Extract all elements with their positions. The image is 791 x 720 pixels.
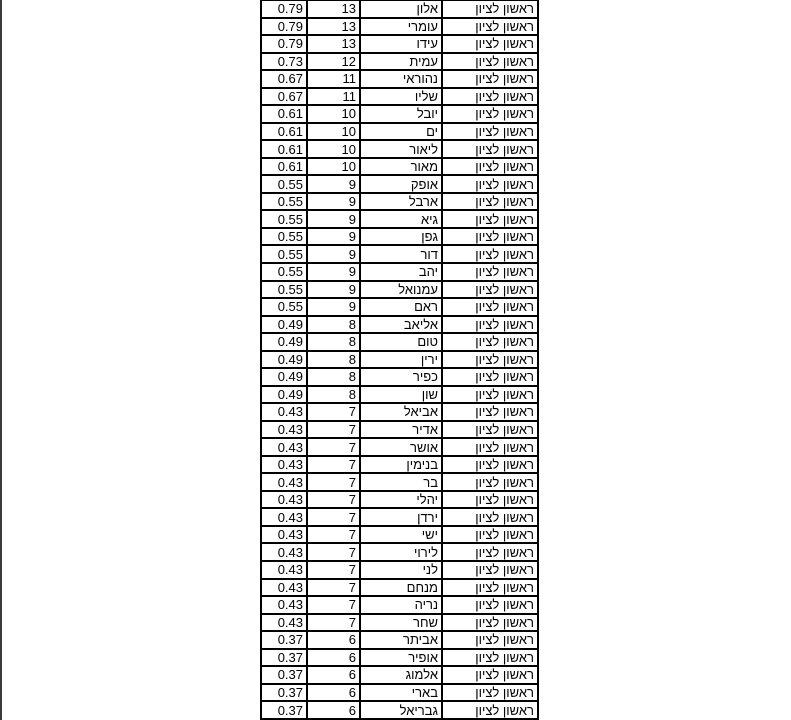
table-row xyxy=(261,140,538,158)
table-row xyxy=(261,88,538,106)
city-cell: ראשון לציון xyxy=(442,88,538,106)
count-cell: 8 xyxy=(307,333,360,351)
value-cell: 0.37 xyxy=(261,631,307,649)
count-cell: 7 xyxy=(307,403,360,421)
city-cell: ראשון לציון xyxy=(442,70,538,88)
value-cell: 0.43 xyxy=(261,456,307,474)
city-cell: ראשון לציון xyxy=(442,351,538,369)
count-cell: 11 xyxy=(307,70,360,88)
name-cell: יהב xyxy=(360,263,442,281)
name-cell: נריה xyxy=(360,596,442,614)
name-cell: ליאור xyxy=(360,140,442,158)
value-cell: 0.61 xyxy=(261,158,307,176)
table-row xyxy=(261,491,538,509)
count-cell: 10 xyxy=(307,123,360,141)
count-cell: 9 xyxy=(307,298,360,316)
table-row xyxy=(261,210,538,228)
value-cell: 0.67 xyxy=(261,88,307,106)
city-cell: ראשון לציון xyxy=(442,263,538,281)
value-cell: 0.43 xyxy=(261,543,307,561)
page-left-edge-line xyxy=(0,0,2,720)
name-cell: אושר xyxy=(360,438,442,456)
count-cell: 6 xyxy=(307,649,360,667)
city-cell: ראשון לציון xyxy=(442,316,538,334)
count-cell: 13 xyxy=(307,0,360,18)
value-cell: 0.49 xyxy=(261,386,307,404)
city-cell: ראשון לציון xyxy=(442,473,538,491)
count-cell: 7 xyxy=(307,596,360,614)
table-row xyxy=(261,403,538,421)
name-cell: ים xyxy=(360,123,442,141)
name-cell: אביאל xyxy=(360,403,442,421)
value-cell: 0.61 xyxy=(261,105,307,123)
name-cell: עמנואל xyxy=(360,281,442,299)
count-cell: 10 xyxy=(307,140,360,158)
value-cell: 0.37 xyxy=(261,684,307,702)
name-cell: אלמוג xyxy=(360,666,442,684)
city-cell: ראשון לציון xyxy=(442,140,538,158)
city-cell: ראשון לציון xyxy=(442,403,538,421)
name-cell: ישי xyxy=(360,526,442,544)
table-row xyxy=(261,543,538,561)
name-cell: ראם xyxy=(360,298,442,316)
count-cell: 6 xyxy=(307,666,360,684)
name-cell: אליאב xyxy=(360,316,442,334)
count-cell: 7 xyxy=(307,526,360,544)
table-row xyxy=(261,421,538,439)
count-cell: 7 xyxy=(307,508,360,526)
city-cell: ראשון לציון xyxy=(442,158,538,176)
table-row xyxy=(261,368,538,386)
value-cell: 0.55 xyxy=(261,245,307,263)
table-row xyxy=(261,473,538,491)
value-cell: 0.55 xyxy=(261,263,307,281)
count-cell: 13 xyxy=(307,18,360,36)
name-cell: טום xyxy=(360,333,442,351)
value-cell: 0.43 xyxy=(261,596,307,614)
table-row xyxy=(261,561,538,579)
name-cell: עומרי xyxy=(360,18,442,36)
table-row xyxy=(261,456,538,474)
name-cell: מנחם xyxy=(360,579,442,597)
table-row xyxy=(261,649,538,667)
count-cell: 7 xyxy=(307,614,360,632)
table-row xyxy=(261,666,538,684)
table-row xyxy=(261,18,538,36)
count-cell: 9 xyxy=(307,228,360,246)
table-row xyxy=(261,526,538,544)
count-cell: 8 xyxy=(307,351,360,369)
table-row xyxy=(261,333,538,351)
city-cell: ראשון לציון xyxy=(442,0,538,18)
name-cell: ירין xyxy=(360,351,442,369)
value-cell: 0.49 xyxy=(261,316,307,334)
city-cell: ראשון לציון xyxy=(442,298,538,316)
name-cell: בנימין xyxy=(360,456,442,474)
value-cell: 0.37 xyxy=(261,649,307,667)
value-cell: 0.49 xyxy=(261,333,307,351)
name-cell: עידו xyxy=(360,35,442,53)
city-cell: ראשון לציון xyxy=(442,421,538,439)
value-cell: 0.73 xyxy=(261,53,307,71)
count-cell: 8 xyxy=(307,386,360,404)
count-cell: 7 xyxy=(307,491,360,509)
name-cell: אביתר xyxy=(360,631,442,649)
name-cell: שליו xyxy=(360,88,442,106)
table-row xyxy=(261,438,538,456)
count-cell: 6 xyxy=(307,684,360,702)
city-cell: ראשון לציון xyxy=(442,123,538,141)
table-row xyxy=(261,193,538,211)
city-cell: ראשון לציון xyxy=(442,596,538,614)
value-cell: 0.55 xyxy=(261,175,307,193)
value-cell: 0.55 xyxy=(261,298,307,316)
city-cell: ראשון לציון xyxy=(442,438,538,456)
value-cell: 0.61 xyxy=(261,140,307,158)
table-row xyxy=(261,53,538,71)
value-cell: 0.43 xyxy=(261,561,307,579)
name-cell: בר xyxy=(360,473,442,491)
value-cell: 0.43 xyxy=(261,491,307,509)
count-cell: 7 xyxy=(307,543,360,561)
value-cell: 0.61 xyxy=(261,123,307,141)
value-cell: 0.55 xyxy=(261,193,307,211)
table-row xyxy=(261,386,538,404)
table-row xyxy=(261,614,538,632)
city-cell: ראשון לציון xyxy=(442,631,538,649)
city-cell: ראשון לציון xyxy=(442,245,538,263)
name-cell: לני xyxy=(360,561,442,579)
value-cell: 0.37 xyxy=(261,701,307,719)
count-cell: 6 xyxy=(307,701,360,719)
table-row xyxy=(261,228,538,246)
table-row xyxy=(261,579,538,597)
name-cell: אופק xyxy=(360,175,442,193)
table-row xyxy=(261,281,538,299)
table-row xyxy=(261,123,538,141)
value-cell: 0.43 xyxy=(261,526,307,544)
city-cell: ראשון לציון xyxy=(442,210,538,228)
city-cell: ראשון לציון xyxy=(442,105,538,123)
count-cell: 7 xyxy=(307,456,360,474)
count-cell: 7 xyxy=(307,438,360,456)
table-row xyxy=(261,631,538,649)
count-cell: 9 xyxy=(307,245,360,263)
name-cell: ארבל xyxy=(360,193,442,211)
value-cell: 0.49 xyxy=(261,351,307,369)
table-row xyxy=(261,245,538,263)
count-cell: 10 xyxy=(307,105,360,123)
city-cell: ראשון לציון xyxy=(442,649,538,667)
count-cell: 8 xyxy=(307,368,360,386)
count-cell: 7 xyxy=(307,473,360,491)
count-cell: 11 xyxy=(307,88,360,106)
value-cell: 0.49 xyxy=(261,368,307,386)
value-cell: 0.67 xyxy=(261,70,307,88)
city-cell: ראשון לציון xyxy=(442,579,538,597)
city-cell: ראשון לציון xyxy=(442,614,538,632)
count-cell: 7 xyxy=(307,421,360,439)
value-cell: 0.43 xyxy=(261,614,307,632)
table-row xyxy=(261,316,538,334)
value-cell: 0.43 xyxy=(261,579,307,597)
scores-table xyxy=(260,0,539,720)
city-cell: ראשון לציון xyxy=(442,543,538,561)
name-cell: אלון xyxy=(360,0,442,18)
value-cell: 0.55 xyxy=(261,228,307,246)
name-cell: יהלי xyxy=(360,491,442,509)
value-cell: 0.79 xyxy=(261,0,307,18)
value-cell: 0.43 xyxy=(261,403,307,421)
name-cell: אדיר xyxy=(360,421,442,439)
count-cell: 10 xyxy=(307,158,360,176)
count-cell: 9 xyxy=(307,281,360,299)
table-row xyxy=(261,596,538,614)
city-cell: ראשון לציון xyxy=(442,561,538,579)
table-row xyxy=(261,105,538,123)
count-cell: 7 xyxy=(307,579,360,597)
count-cell: 7 xyxy=(307,561,360,579)
city-cell: ראשון לציון xyxy=(442,193,538,211)
value-cell: 0.55 xyxy=(261,281,307,299)
value-cell: 0.43 xyxy=(261,421,307,439)
name-cell: דור xyxy=(360,245,442,263)
city-cell: ראשון לציון xyxy=(442,491,538,509)
city-cell: ראשון לציון xyxy=(442,666,538,684)
table-row xyxy=(261,684,538,702)
city-cell: ראשון לציון xyxy=(442,368,538,386)
city-cell: ראשון לציון xyxy=(442,456,538,474)
count-cell: 9 xyxy=(307,210,360,228)
count-cell: 9 xyxy=(307,193,360,211)
table-row xyxy=(261,35,538,53)
value-cell: 0.43 xyxy=(261,508,307,526)
table-row xyxy=(261,158,538,176)
city-cell: ראשון לציון xyxy=(442,175,538,193)
name-cell: עמית xyxy=(360,53,442,71)
value-cell: 0.79 xyxy=(261,18,307,36)
city-cell: ראשון לציון xyxy=(442,684,538,702)
name-cell: לירוי xyxy=(360,543,442,561)
value-cell: 0.43 xyxy=(261,473,307,491)
name-cell: גפן xyxy=(360,228,442,246)
table-row xyxy=(261,70,538,88)
count-cell: 6 xyxy=(307,631,360,649)
table-row xyxy=(261,263,538,281)
count-cell: 8 xyxy=(307,316,360,334)
city-cell: ראשון לציון xyxy=(442,281,538,299)
table-row xyxy=(261,351,538,369)
value-cell: 0.55 xyxy=(261,210,307,228)
value-cell: 0.43 xyxy=(261,438,307,456)
value-cell: 0.79 xyxy=(261,35,307,53)
city-cell: ראשון לציון xyxy=(442,228,538,246)
name-cell: שחר xyxy=(360,614,442,632)
name-cell: יובל xyxy=(360,105,442,123)
city-cell: ראשון לציון xyxy=(442,35,538,53)
city-cell: ראשון לציון xyxy=(442,386,538,404)
city-cell: ראשון לציון xyxy=(442,701,538,719)
count-cell: 12 xyxy=(307,53,360,71)
name-cell: גבריאל xyxy=(360,701,442,719)
count-cell: 9 xyxy=(307,263,360,281)
city-cell: ראשון לציון xyxy=(442,526,538,544)
value-cell: 0.37 xyxy=(261,666,307,684)
name-cell: שון xyxy=(360,386,442,404)
name-cell: כפיר xyxy=(360,368,442,386)
city-cell: ראשון לציון xyxy=(442,333,538,351)
name-cell: גיא xyxy=(360,210,442,228)
table-row xyxy=(261,298,538,316)
name-cell: ירדן xyxy=(360,508,442,526)
name-cell: נהוראי xyxy=(360,70,442,88)
table-row xyxy=(261,0,538,18)
table-row xyxy=(261,175,538,193)
name-cell: בארי xyxy=(360,684,442,702)
city-cell: ראשון לציון xyxy=(442,53,538,71)
city-cell: ראשון לציון xyxy=(442,18,538,36)
city-cell: ראשון לציון xyxy=(442,508,538,526)
table-row xyxy=(261,508,538,526)
table-body xyxy=(261,0,538,719)
name-cell: אופיר xyxy=(360,649,442,667)
table-row xyxy=(261,701,538,719)
name-cell: מאור xyxy=(360,158,442,176)
count-cell: 9 xyxy=(307,175,360,193)
count-cell: 13 xyxy=(307,35,360,53)
